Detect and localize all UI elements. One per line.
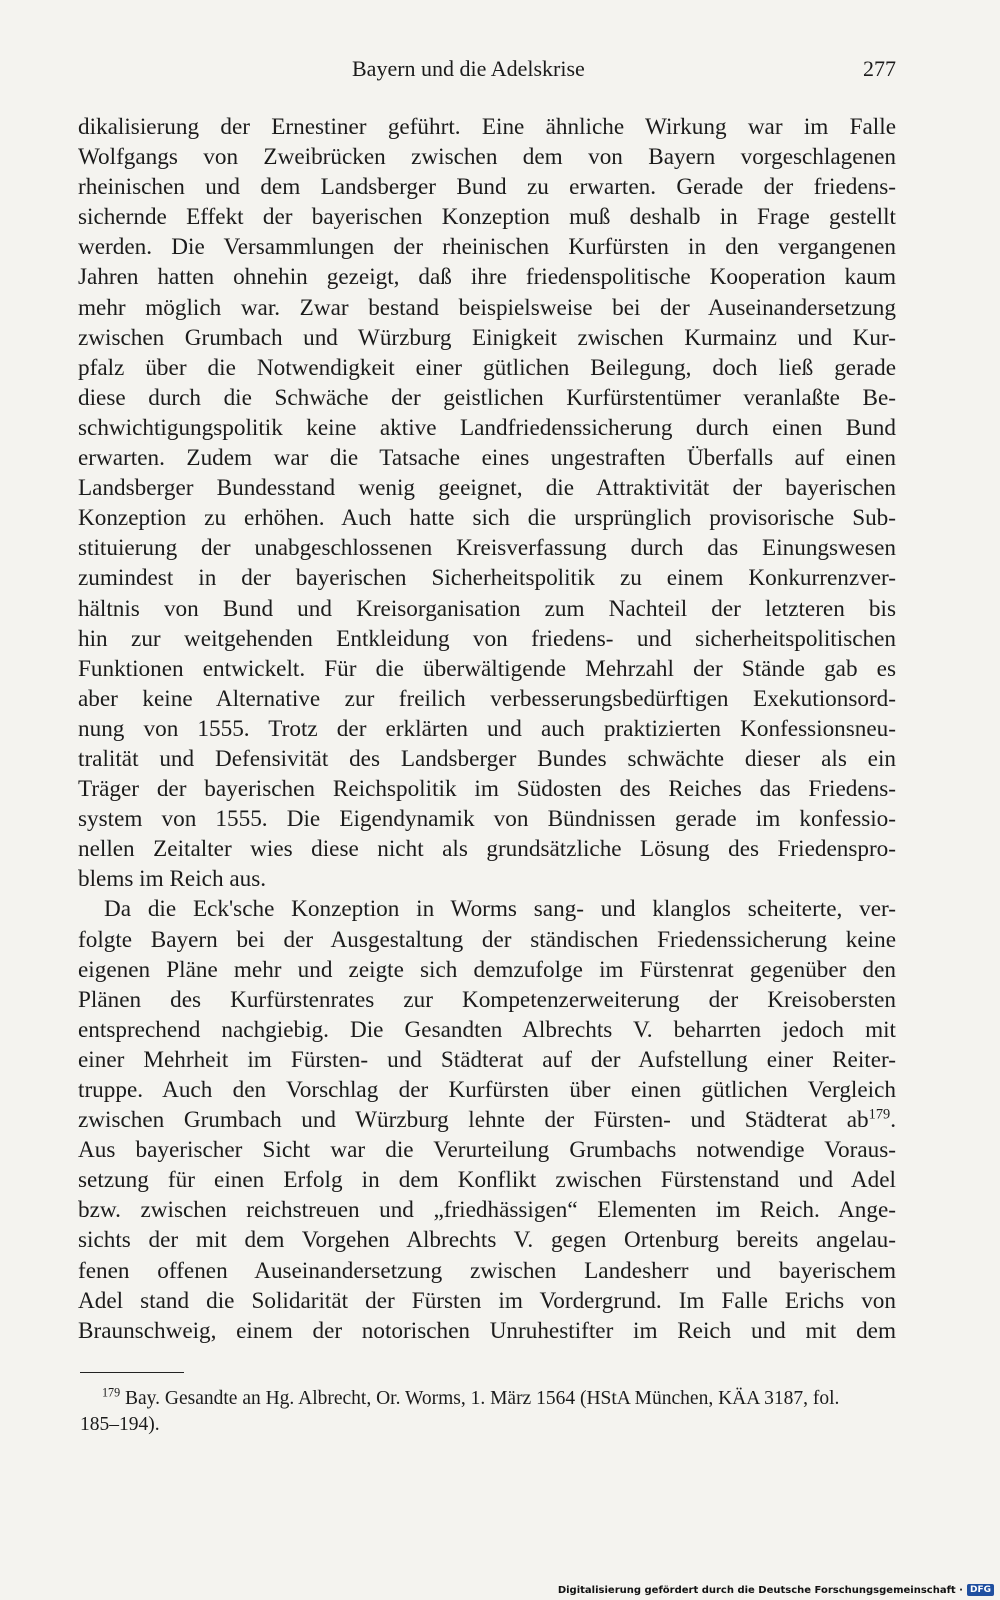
running-title: Bayern und die Adelskrise	[352, 56, 585, 81]
text-line: eigenen Pläne mehr und zeigte sich demzufolge im Fürstenrat gegenüber den	[78, 956, 896, 983]
dfg-logo-icon: DFG	[967, 1584, 994, 1596]
text-line: Konzeption zu erhöhen. Auch hatte sich die ursprünglich provisorische Sub-	[78, 505, 896, 532]
text-line: Adel stand die Solidarität der Fürsten im Vordergrund. Im Falle Erichs von	[78, 1287, 896, 1314]
text-line: Landsberger Bundesstand wenig geeignet, die Attraktivität der bayerischen	[78, 475, 896, 502]
text-line: sichts der mit dem Vorgehen Albrechts V. gegen Ortenburg bereits angelau-	[78, 1227, 896, 1254]
text-line: erwarten. Zudem war die Tatsache eines ungestraften Überfalls auf einen	[78, 445, 896, 472]
text-line: system von 1555. Die Eigendynamik von Bündnissen gerade im konfessio-	[78, 806, 896, 833]
footnote-number: 179	[102, 1385, 121, 1400]
digitization-credit	[558, 1584, 994, 1596]
body-text	[78, 112, 896, 1346]
text-line: pfalz über die Notwendigkeit einer gütlichen Beilegung, doch ließ gerade	[78, 354, 896, 381]
text-line: blems im Reich aus.	[78, 866, 267, 893]
text-line: schwichtigungspolitik keine aktive Landfriedenssicherung durch einen Bund	[78, 414, 896, 441]
text-line: werden. Die Versammlungen der rheinischen Kurfürsten in den vergangenen	[78, 234, 896, 261]
text-line: zumindest in der bayerischen Sicherheitspolitik zu einem Konkurrenzver-	[78, 565, 896, 592]
text-line: Plänen des Kurfürstenrates zur Kompetenzerweiterung der Kreisobersten	[78, 986, 896, 1013]
text-line: aber keine Alternative zur freilich verbesserungsbedürftigen Exekutionsord-	[78, 685, 896, 712]
text-line: Jahren hatten ohnehin gezeigt, daß ihre friedenspolitische Kooperation kaum	[78, 264, 896, 291]
footnote-divider	[80, 1372, 184, 1373]
text-line: mehr möglich war. Zwar bestand beispielsweise bei der Auseinandersetzung	[78, 294, 896, 321]
text-line: Funktionen entwickelt. Für die überwältigende Mehrzahl der Stände gab es	[78, 655, 896, 682]
text-line: einer Mehrheit im Fürsten- und Städterat auf der Aufstellung einer Reiter-	[78, 1046, 896, 1073]
text-line: stituierung der unabgeschlossenen Kreisverfassung durch das Einungswesen	[78, 535, 896, 562]
text-line: Braunschweig, einem der notorischen Unruhestifter im Reich und mit dem	[78, 1317, 896, 1344]
footnote	[80, 1386, 896, 1438]
page-header	[78, 56, 896, 86]
text-line: zwischen Grumbach und Würzburg Einigkeit zwischen Kurmainz und Kur-	[78, 324, 896, 351]
text-line: hin zur weitgehenden Entkleidung von friedens- und sicherheitspolitischen	[78, 625, 896, 652]
text-line: sichernde Effekt der bayerischen Konzeption muß deshalb in Frage gestellt	[78, 204, 896, 231]
text-line: bzw. zwischen reichstreuen und „friedhässigen“ Elementen im Reich. Ange-	[78, 1197, 896, 1224]
footnote-reference[interactable]: 179	[868, 1106, 891, 1123]
footnote-line: 185–194).	[80, 1414, 160, 1435]
footnote-line	[80, 1386, 896, 1412]
text-line: tralität und Defensivität des Landsberger Bundes schwächte dieser als ein	[78, 745, 896, 772]
text-line: diese durch die Schwäche der geistlichen Kurfürstentümer veranlaßte Be-	[78, 384, 896, 411]
footnote-ref-trailing: .	[890, 1107, 896, 1134]
text-line: fenen offenen Auseinandersetzung zwischen Landesherr und bayerischem	[78, 1257, 896, 1284]
text-line: truppe. Auch den Vorschlag der Kurfürsten über einen gütlichen Vergleich	[78, 1077, 896, 1103]
text-line: Da die Eck'sche Konzeption in Worms sang- und klanglos scheiterte, ver-	[104, 896, 896, 923]
text-line-with-footnote-ref	[78, 1105, 896, 1135]
footnote-text: Bay. Gesandte an Hg. Albrecht, Or. Worms, 1. März 1564 (HStA München, KÄA 3187, fol.	[125, 1388, 840, 1409]
credit-text: Digitalisierung gefördert durch die Deutsche Forschungsgemeinschaft ·	[557, 1584, 963, 1596]
text-line: setzung für einen Erfolg in dem Konflikt zwischen Fürstenstand und Adel	[78, 1167, 896, 1194]
text-line: nellen Zeitalter wies diese nicht als grundsätzliche Lösung des Friedenspro-	[78, 836, 896, 863]
text-line: hältnis von Bund und Kreisorganisation zum Nachteil der letzteren bis	[78, 595, 896, 622]
text-line: folgte Bayern bei der Ausgestaltung der ständischen Friedenssicherung keine	[78, 926, 896, 953]
text-line: Wolfgangs von Zweibrücken zwischen dem von Bayern vorgeschlagenen	[78, 144, 896, 171]
text-line: entsprechend nachgiebig. Die Gesandten Albrechts V. beharrten jedoch mit	[78, 1016, 896, 1043]
text-line-body: zwischen Grumbach und Würzburg lehnte der Fürsten- und Städterat ab	[78, 1107, 869, 1134]
text-line: dikalisierung der Ernestiner geführt. Eine ähnliche Wirkung war im Falle	[78, 114, 896, 140]
text-line: nung von 1555. Trotz der erklärten und auch praktizierten Konfessionsneu-	[78, 715, 896, 742]
text-line: Träger der bayerischen Reichspolitik im Südosten des Reiches das Friedens-	[78, 776, 896, 803]
text-line: rheinischen und dem Landsberger Bund zu erwarten. Gerade der friedens-	[78, 174, 896, 201]
page-number: 277	[863, 56, 896, 81]
text-line: Aus bayerischer Sicht war die Verurteilung Grumbachs notwendige Voraus-	[78, 1137, 896, 1164]
